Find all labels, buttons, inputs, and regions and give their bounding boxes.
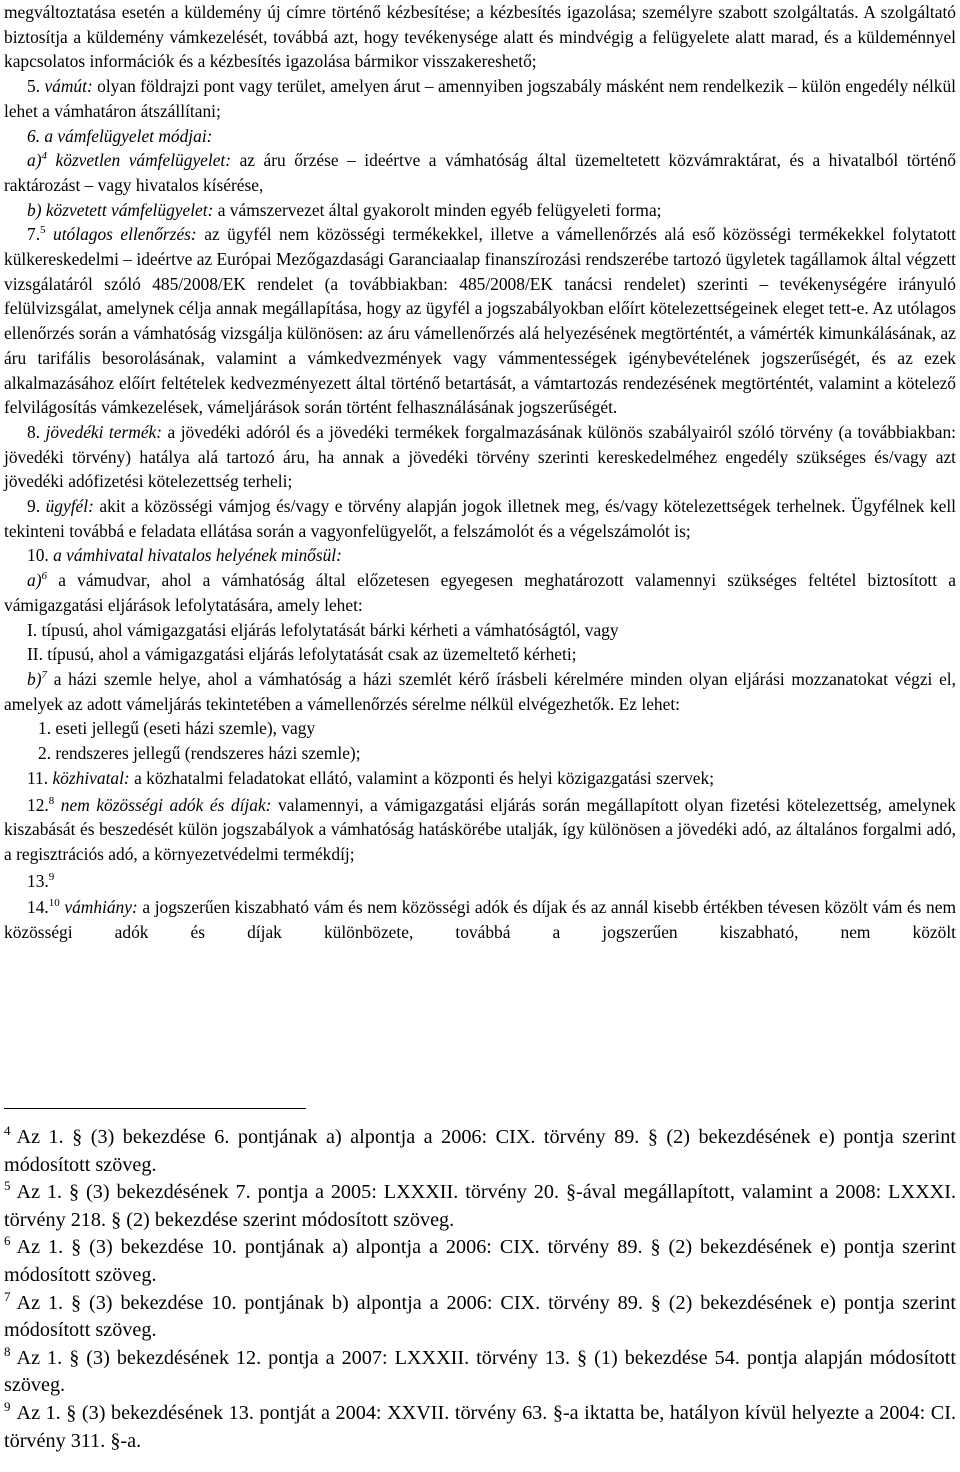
definition-text: a közhatalmi feladatokat ellátó, valamint a központi és helyi közigazgatási szervek; xyxy=(134,767,715,788)
footnote-ref: 8 xyxy=(48,794,55,807)
item-number: 11. xyxy=(27,767,49,788)
footnote-ref: 5 xyxy=(40,224,46,237)
defined-term: közhivatal: xyxy=(52,767,130,788)
footnote-number: 5 xyxy=(4,1178,11,1194)
defined-term: jövedéki termék: xyxy=(45,421,163,442)
footnote-number: 9 xyxy=(4,1398,11,1414)
footnote-text: Az 1. § (3) bekezdésének 12. pontja a 2007: LXXXII. törvény 13. § (1) bekezdése 54. pontja alapján módosított szöveg. xyxy=(4,1346,956,1397)
item-6a xyxy=(4,148,956,197)
definition-text: a vámudvar, ahol a vámhatóság által előzetesen egyegesen meghatározott valamennyi szükséges feltétel biztosított a vámigazgatási eljárások lefolytatására, amely lehet: xyxy=(4,570,956,615)
footnote-number: 7 xyxy=(4,1288,11,1304)
item-10a-type-1: I. típusú, ahol vámigazgatási eljárás lefolytatását bárki kérheti a vámhatóságtól, vagy xyxy=(27,619,619,640)
item-14-vamhiany xyxy=(4,895,956,944)
item-6-heading: 6. a vámfelügyelet módjai: xyxy=(27,125,213,146)
footnote-number: 6 xyxy=(4,1233,11,1249)
item-5-vamut xyxy=(4,74,956,123)
item-11-kozhivatal xyxy=(4,766,956,791)
footnote-text: Az 1. § (3) bekezdése 10. pontjának a) alpontja a 2006: CIX. törvény 89. § (2) bekezdésének e) pontja szerint módosított szöveg. xyxy=(4,1236,956,1286)
item-8-jovedeki-termek xyxy=(4,420,956,494)
item-10a-type-2: II. típusú, ahol a vámigazgatási eljárás lefolytatását csak az üzemeltető kérheti; xyxy=(27,644,577,665)
definition-text: a jövedéki adóról és a jövedéki termékek forgalmazásának különös szabályairól szóló törvény (a továbbiakban: jövedéki törvény) hatálya alá tartozó áru, ha annak a jövedéki törvény szerinti kereskedelméhez engedély szükséges és/vagy azt jövedéki adófizetési kötelezettség terheli; xyxy=(4,421,956,492)
item-number: 10. xyxy=(27,545,49,566)
item-number: 14. xyxy=(27,897,49,918)
defined-term: vámhiány: xyxy=(64,897,138,918)
defined-term: ügyfél: xyxy=(45,496,94,517)
item-number: 7. xyxy=(27,224,41,245)
footnote-number: 8 xyxy=(4,1343,11,1359)
footnote-text: Az 1. § (3) bekezdésének 7. pontja a 2005: LXXXII. törvény 20. §-ával megállapított, valamint a 2008: LXXXI. törvény 218. § (2) bekezdése szerint módosított szöveg. xyxy=(4,1181,956,1231)
item-10b xyxy=(4,667,956,716)
paragraph-continuation: megváltoztatása esetén a küldemény új címre történő kézbesítése; a kézbesítés igazolása; személyre szabott szolgáltatás. A szolgáltató biztosítja a küldemény vámkezelését, továbbá azt, hogy tevékenysége alatt és mindvégig a felügyelete alatt marad, és a küldeménnyel kapcsolatos információk és a kézbesítés igazolása bármikor visszakereshető; xyxy=(4,2,956,72)
definition-text: az áru őrzése – ideértve a vámhatóság által üzemeltetett közvámraktárat, és a hivatalból történő raktározást – vagy hivatalos kísérése, xyxy=(4,150,956,195)
footnote-ref: 9 xyxy=(48,870,55,883)
defined-term: nem közösségi adók és díjak: xyxy=(60,794,272,815)
footnote-separator xyxy=(4,1108,306,1109)
footnote-7 xyxy=(4,1290,956,1345)
item-number: 9. xyxy=(27,496,41,517)
item-number: 13. xyxy=(27,870,49,891)
sub-label: b) xyxy=(27,668,42,689)
sub-label: a) xyxy=(27,570,42,591)
definition-text: a jogszerűen kiszabható vám és nem közösségi adók és díjak és az annál kisebb értékben tévesen közölt vám és nem közösségi adók és díjak különbözete, továbbá a jogszerűen kiszabható, nem közölt xyxy=(4,897,956,943)
footnote-text: Az 1. § (3) bekezdése 6. pontjának a) alpontja a 2006: CIX. törvény 89. § (2) bekezdésének e) pontja szerint módosított szöveg. xyxy=(4,1126,956,1176)
item-7-utolagos-ellenorzes xyxy=(4,222,956,420)
defined-term: közvetlen vámfelügyelet: xyxy=(55,150,232,171)
item-6b xyxy=(4,198,956,223)
sub-label: a) xyxy=(27,150,42,171)
footnote-text: Az 1. § (3) bekezdésének 13. pontját a 2004: XXVII. törvény 63. §-a iktatta be, hatályon kívül helyezte a 2004: CI. törvény 311. §-a. xyxy=(4,1401,956,1452)
item-13 xyxy=(4,869,956,894)
footnote-ref: 10 xyxy=(48,897,60,910)
item-10a xyxy=(4,568,956,617)
document-body xyxy=(4,0,956,945)
item-10b-1: 1. eseti jellegű (eseti házi szemle), vagy xyxy=(38,718,316,739)
item-number: 5. xyxy=(27,76,41,97)
footnote-6 xyxy=(4,1234,956,1289)
definition-text: a vámszervezet által gyakorolt minden egyéb felügyeleti forma; xyxy=(217,199,662,220)
footnote-ref: 4 xyxy=(41,150,47,163)
defined-term: vámút: xyxy=(44,76,93,97)
footnote-5 xyxy=(4,1179,956,1234)
item-10-heading xyxy=(4,543,956,568)
definition-text: olyan földrajzi pont vagy terület, amelyen árut – amennyiben jogszabály másként nem rendelkezik – külön engedély nélkül lehet a vámhatáron átszállítani; xyxy=(4,76,956,121)
footnote-ref: 6 xyxy=(41,570,47,583)
footnotes xyxy=(4,1124,956,1455)
defined-term: a vámhivatal hivatalos helyének minősül: xyxy=(53,545,342,566)
item-number: 8. xyxy=(27,421,41,442)
footnote-text: Az 1. § (3) bekezdése 10. pontjának b) alpontja a 2006: CIX. törvény 89. § (2) bekezdésének e) pontja szerint módosított szöveg. xyxy=(4,1291,956,1342)
definition-text: valamennyi, a vámigazgatási eljárás során megállapított olyan fizetési kötelezettség, amelynek kiszabását és beszedését külön jogszabályok a vámhatóság hatáskörébe utalják, így különösen a jövedéki adó, az általános forgalmi adó, a regisztrációs adó, a környezetvédelmi termékdíj; xyxy=(4,794,956,864)
definition-text: a házi szemle helye, ahol a vámhatóság a házi szemlét kérő írásbeli kérelmére minden olyan eljárási mozzanatokat végzi el, amelyek az adott vámeljárás tekintetében a vámellenőrzés sérelme nélkül elvégezhetők. Ez lehet: xyxy=(4,668,956,714)
item-number: 12. xyxy=(27,794,49,815)
footnote-ref: 7 xyxy=(41,668,47,681)
defined-term: utólagos ellenőrzés: xyxy=(53,224,197,245)
item-10b-2: 2. rendszeres jellegű (rendszeres házi szemle); xyxy=(38,743,361,764)
defined-term: b) közvetett vámfelügyelet: xyxy=(27,199,214,220)
footnote-number: 4 xyxy=(4,1123,11,1138)
definition-text: az ügyfél nem közösségi termékekkel, illetve a vámellenőrzés alá eső közösségi termékekkel folytatott külkereskedelmi – ideértve az Európai Mezőgazdasági Garanciaalap finanszírozási rendszerébe tartozó ügyletek tagállamok által végzett vizsgálatáról szóló 485/2008/EK rendelet (a továbbiakban: 485/2008/EK tanácsi rendelet) szerinti – tevékenységére irányuló felülvizsgálat, amelynek célja annak megállapítása, hogy az ügyfél a jogszabályokban előírt kötelezettségeinek eleget tett-e. Az utólagos ellenőrzés során a vámhatóság vizsgálja különösen: az áru vámellenőrzés alá helyezésének megtörténtét, a vámérték kimunkálásának, az áru tarifális besorolásának, valamint a vámkedvezmények vagy vámmentességek igénybevételének jogszerűségét, és az ezek alkalmazásához előírt feltételek kedvezményezett által történő betartását, a vámtartozás rendezésének megtörténtét, valamint a kötelező felvilágosítás vámkezelések, vámeljárások során történt felhasználásának jogszerűségét. xyxy=(4,224,956,418)
definition-text: akit a közösségi vámjog és/vagy e törvény alapján jogok illetnek meg, és/vagy kötelezettségek terhelnek. Ügyfélnek kell tekinteni továbbá e feladata ellátása során a vagyonfelügyelőt, a felszámolót és a végelszámolót is; xyxy=(4,496,956,541)
item-12-nem-kozossegi-adok xyxy=(4,793,956,867)
item-9-ugyfel xyxy=(4,494,956,543)
footnote-4 xyxy=(4,1124,956,1179)
footnote-8 xyxy=(4,1345,956,1400)
footnote-9 xyxy=(4,1400,956,1455)
